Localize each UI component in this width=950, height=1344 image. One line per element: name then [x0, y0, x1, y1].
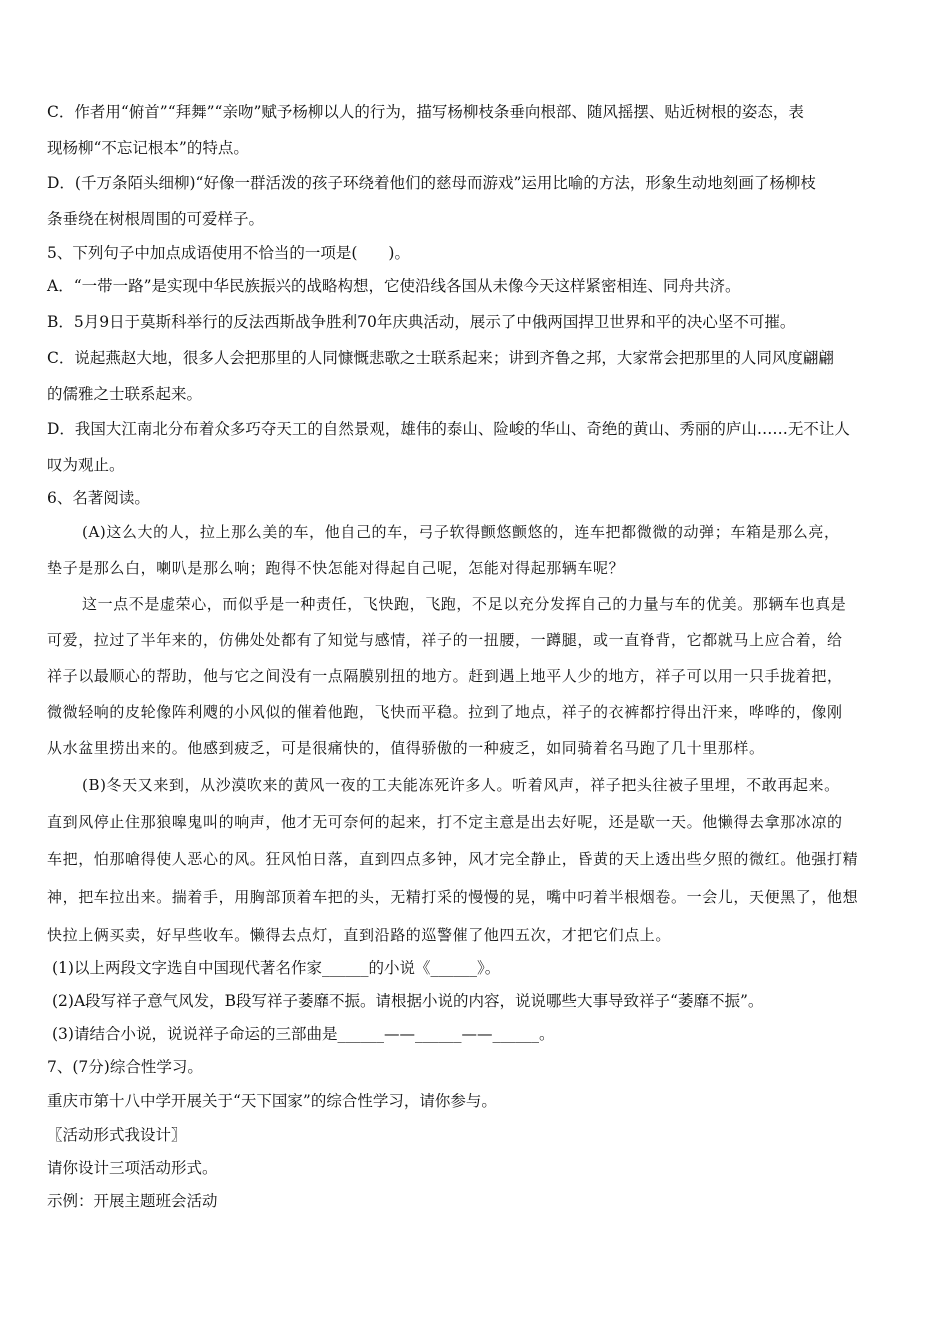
passage-b-line: (B)冬天又来到，从沙漠吹来的黄风一夜的工夫能冻死许多人。听着风声，祥子把头往被子里埋，不敢再起来。 [82, 776, 840, 794]
q5-option-b: B．5月9日于莫斯科举行的反法西斯战争胜利70年庆典活动，展示了中俄两国捍卫世界和平的决心坚不可摧。 [47, 313, 796, 331]
passage-a-line: 祥子以最顺心的帮助，他与它之间没有一点隔膜别扭的地方。赶到遇上地平人少的地方，祥子可以用一只手拢着把， [47, 667, 843, 685]
q7-stem: 7、(7分)综合性学习。 [47, 1058, 203, 1076]
passage-a-line: 可爱，拉过了半年来的，仿佛处处都有了知觉与感情，祥子的一扭腰，一蹲腿，或一直脊背，它都就马上应合着，给 [47, 631, 843, 649]
q6-sub1: (1)以上两段文字选自中国现代著名作家______的小说《______》。 [52, 959, 501, 977]
q4-option-d-line1: D．(千万条陌头细柳)“好像一群活泼的孩子环绕着他们的慈母而游戏”运用比喻的方法，形象生动地刻画了杨柳枝 [47, 174, 816, 192]
passage-a-line: 从水盆里捞出来的。他感到疲乏，可是很痛快的，值得骄傲的一种疲乏，如同骑着名马跑了几十里那样。 [47, 739, 765, 757]
q5-stem: 5、下列句子中加点成语使用不恰当的一项是( )。 [47, 244, 410, 262]
passage-a-line: 垫子是那么白，喇叭是那么响；跑得不快怎能对得起自己呢，怎能对得起那辆车呢？ [47, 559, 625, 577]
passage-a-line: 这一点不是虚荣心，而似乎是一种责任，飞快跑，飞跑，不足以充分发挥自己的力量与车的优美。那辆车也真是 [82, 595, 847, 613]
q4-option-c-line2: 现杨柳“不忘记根本”的特点。 [47, 139, 249, 157]
q7-example: 示例：开展主题班会活动 [47, 1192, 218, 1210]
q6-sub3: (3)请结合小说，说说祥子命运的三部曲是______——______——______。 [52, 1025, 555, 1043]
q5-option-d-line1: D．我国大江南北分布着众多巧夺天工的自然景观，雄伟的泰山、险峻的华山、奇绝的黄山、秀丽的庐山……无不让人 [47, 420, 850, 438]
passage-a-line: (A)这么大的人，拉上那么美的车，他自己的车，弓子软得颤悠颤悠的，连车把都微微的动弹；车箱是那么亮， [82, 523, 840, 541]
q7-task: 请你设计三项活动形式。 [47, 1159, 218, 1177]
passage-b-line: 神，把车拉出来。揣着手，用胸部顶着车把的头，无精打采的慢慢的晃，嘴中叼着半根烟卷。一会儿，天便黑了，他想 [47, 888, 859, 906]
q7-section-title: 〖活动形式我设计〗 [47, 1126, 187, 1144]
q7-intro: 重庆市第十八中学开展关于“天下国家”的综合性学习，请你参与。 [47, 1092, 497, 1110]
q5-option-a: A．“一带一路”是实现中华民族振兴的战略构想，它使沿线各国从未像今天这样紧密相连、同舟共济。 [47, 277, 741, 295]
passage-b-line: 直到风停止住那狼嗥鬼叫的响声，他才无可奈何的起来，打不定主意是出去好呢，还是歇一天。他懒得去拿那冰凉的 [47, 813, 843, 831]
passage-b-line: 车把，怕那嗆得使人恶心的风。狂风怕日落，直到四点多钟，风才完全静止，昏黄的天上透出些夕照的微红。他强打精 [47, 850, 859, 868]
q6-sub2: (2)A段写祥子意气风发，B段写祥子萎靡不振。请根据小说的内容，说说哪些大事导致祥子“萎靡不振”。 [52, 992, 764, 1010]
q5-option-d-line2: 叹为观止。 [47, 456, 125, 474]
q5-option-c-line1: C．说起燕赵大地，很多人会把那里的人同慷慨悲歌之士联系起来；讲到齐鲁之邦，大家常会把那里的人同风度翩翩 [47, 349, 834, 367]
passage-b-line: 快拉上俩买卖，好早些收车。懒得去点灯，直到沿路的巡警催了他四五次，才把它们点上。 [47, 926, 672, 944]
q6-stem: 6、名著阅读。 [47, 489, 150, 507]
q4-option-c-line1: C．作者用“俯首”“拜舞”“亲吻”赋予杨柳以人的行为，描写杨柳枝条垂向根部、随风摇摆、贴近树根的姿态，表 [47, 103, 804, 121]
q5-option-c-line2: 的儒雅之士联系起来。 [47, 385, 203, 403]
passage-a-line: 微微轻响的皮轮像阵利飕的小风似的催着他跑，飞快而平稳。拉到了地点，祥子的衣裤都拧得出汗来，哗哗的，像刚 [47, 703, 843, 721]
q4-option-d-line2: 条垂绕在树根周围的可爱样子。 [47, 210, 265, 228]
